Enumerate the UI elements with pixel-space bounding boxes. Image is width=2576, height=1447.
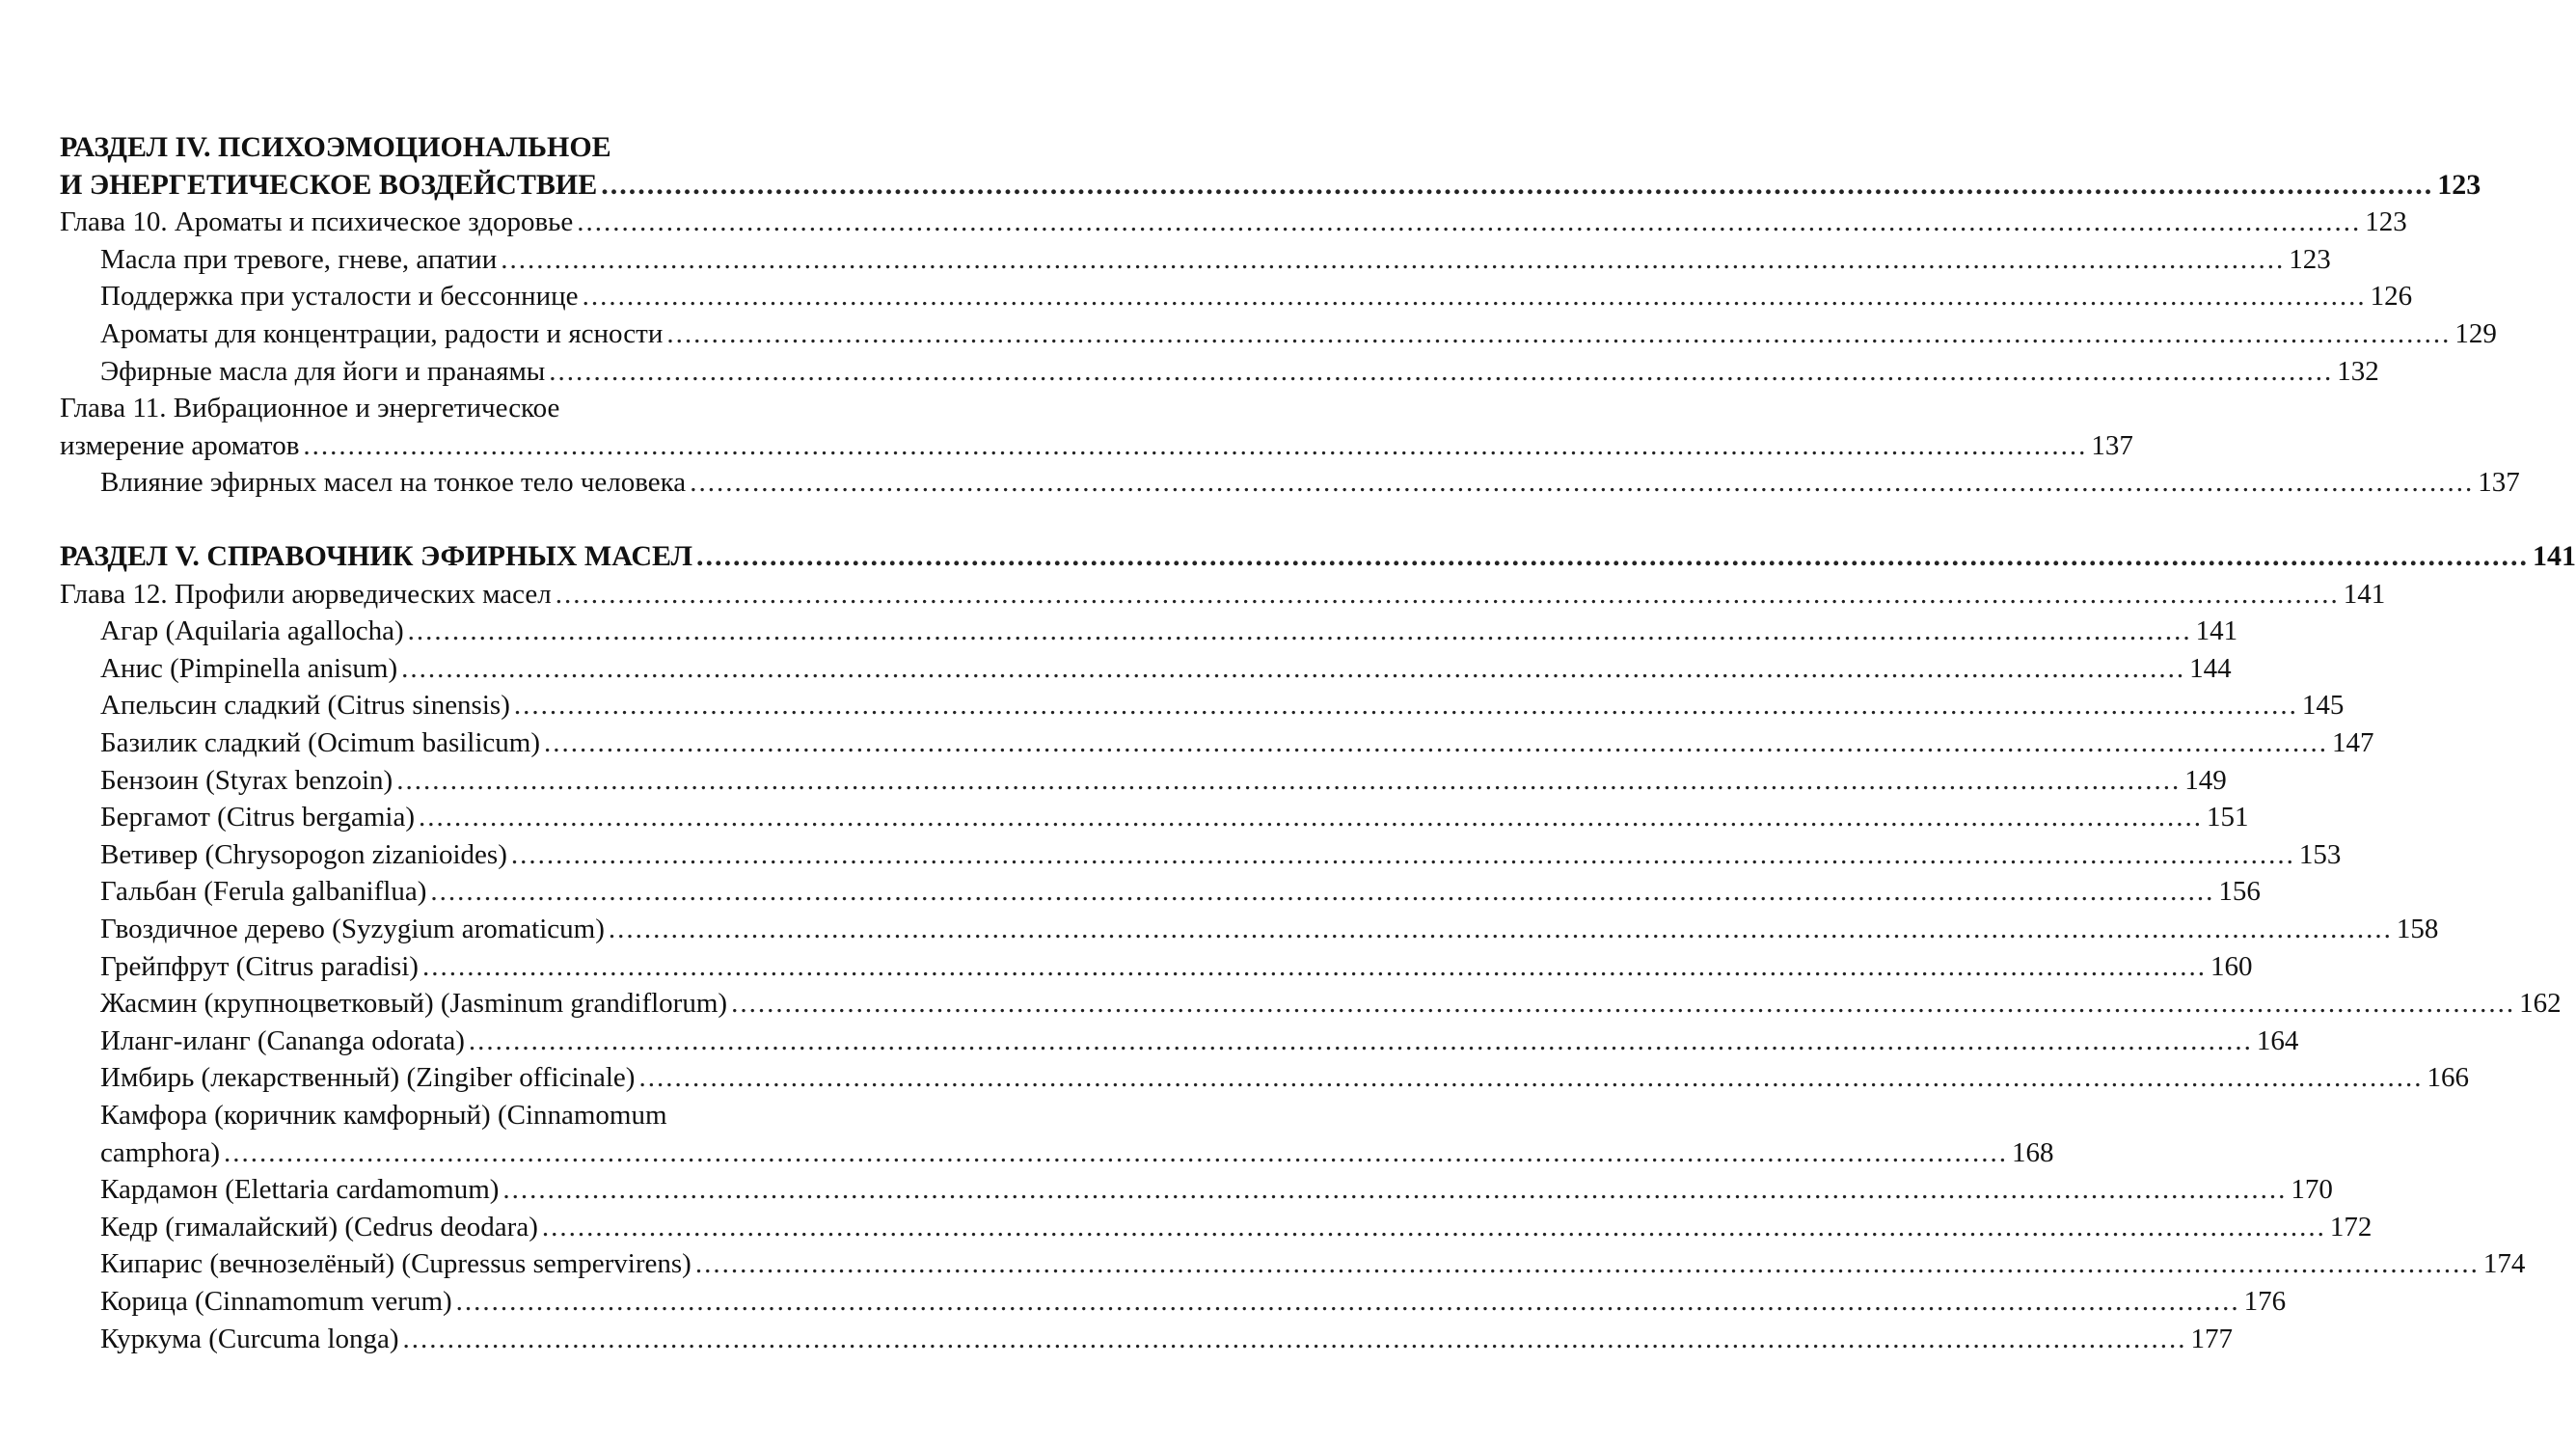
section-title: РАЗДЕЛ IV. ПСИХОЭМОЦИОНАЛЬНОЕ [60,131,611,163]
section-line [60,166,2481,205]
dot-leader: ........................................................................................................................................................................................................ [696,540,2530,572]
dot-leader: ........................................................................................................................................................................................................ [513,690,2298,722]
entry-title: Влияние эфирных масел на тонкое тело человека [100,467,687,499]
entry-title: Кедр (гималайский) (Cedrus deodara) [100,1211,538,1242]
entry-page-number: 170 [2291,1174,2333,1206]
dot-leader: ........................................................................................................................................................................................................ [690,467,2475,499]
dot-leader: ........................................................................................................................................................................................................ [401,652,2186,684]
entry-title: Поддержка при усталости и бессоннице [100,281,579,313]
entry-title: Апельсин сладкий (Citrus sinensis) [100,690,510,722]
entry-page-number: 168 [2012,1136,2054,1168]
entry-page-number: 158 [2396,914,2439,944]
entry-title: Анис (Pimpinella anisum) [100,652,398,684]
section-title: И ЭНЕРГЕТИЧЕСКОЕ ВОЗДЕЙСТВИЕ [60,168,598,201]
dot-leader: ........................................................................................................................................................................................................ [402,1323,2187,1354]
entry-page-number: 160 [2210,950,2253,982]
chapter-line [60,426,2133,465]
dot-leader: ........................................................................................................................................................................................................ [502,1174,2288,1206]
entry-page-number: 137 [2478,467,2520,499]
entry-line [100,277,2413,315]
entry-title: Базилик сладкий (Ocimum basilicum) [100,727,540,758]
entry-line [100,463,2520,502]
entry-page-number: 151 [2207,802,2249,833]
chapter-page-number: 137 [2091,429,2133,461]
chapter-line [60,389,908,427]
entry-title: Имбирь (лекарственный) (Zingiber officinale) [100,1062,636,1094]
dot-leader: ........................................................................................................................................................................................................ [577,206,2362,238]
entry-line [100,1133,2054,1172]
dot-leader: ........................................................................................................................................................................................................ [430,876,2215,908]
entry-page-number: 144 [2189,652,2232,684]
dot-leader: ........................................................................................................................................................................................................ [544,727,2328,758]
section-title: РАЗДЕЛ V. СПРАВОЧНИК ЭФИРНЫХ МАСЕЛ [60,540,693,572]
entry-page-number: 132 [2337,355,2379,387]
section-line [60,537,2576,576]
chapter-title: Глава 10. Ароматы и психическое здоровье [60,206,574,238]
dot-leader: ........................................................................................................................................................................................................ [666,318,2452,349]
entry-line [100,649,2232,688]
entry-line [100,910,2439,948]
dot-leader: ........................................................................................................................................................................................................ [694,1248,2480,1280]
chapter-line [60,203,2407,241]
entry-line [100,984,2562,1023]
dot-leader: ........................................................................................................................................................................................................ [731,988,2516,1020]
entry-page-number: 126 [2370,281,2413,313]
entry-page-number: 145 [2301,690,2345,722]
entry-line [100,798,2249,836]
entry-title: Грейпфрут (Citrus paradisi) [100,950,419,982]
entry-page-number: 129 [2454,318,2497,349]
entry-page-number: 166 [2427,1062,2469,1094]
section-page-number: 123 [2437,168,2481,201]
entry-title: Гвоздичное дерево (Syzygium aromaticum) [100,914,605,944]
dot-leader: ........................................................................................................................................................................................................ [541,1211,2326,1242]
chapter-title: измерение ароматов [60,429,300,461]
entry-title: Агар (Aquilaria agallocha) [100,615,404,647]
entry-line [100,1282,2287,1321]
dot-leader: ........................................................................................................................................................................................................ [555,578,2340,610]
dot-leader: ........................................................................................................................................................................................................ [224,1136,2008,1168]
entry-title: Бензоин (Styrax benzoin) [100,764,393,796]
entry-page-number: 176 [2243,1286,2287,1317]
entry-page-number: 174 [2482,1248,2526,1280]
dot-leader: ........................................................................................................................................................................................................ [582,281,2367,313]
entry-title: Кипарис (вечнозелёный) (Cupressus sempervirens) [100,1248,691,1280]
entry-page-number: 177 [2190,1323,2234,1354]
entry-page-number: 172 [2329,1211,2373,1242]
entry-title: Гальбан (Ferula galbaniflua) [100,876,427,908]
entry-page-number: 123 [2289,243,2331,275]
dot-leader: ........................................................................................................................................................................................................ [468,1024,2253,1056]
entry-line [100,1244,2526,1283]
dot-leader: ........................................................................................................................................................................................................ [601,168,2434,201]
entry-page-number: 156 [2218,876,2261,908]
section-page-number: 141 [2533,540,2576,572]
entry-page-number: 147 [2332,727,2374,758]
dot-leader: ........................................................................................................................................................................................................ [501,243,2286,275]
dot-leader: ........................................................................................................................................................................................................ [421,950,2207,982]
entry-line [100,612,2238,650]
dot-leader: ........................................................................................................................................................................................................ [396,764,2182,796]
chapter-title: Глава 11. Вибрационное и энергетическое [60,393,560,424]
entry-title: Ветивер (Chrysopogon zizanioides) [100,838,507,870]
entry-line [100,1058,2469,1097]
entry-line [100,835,2342,874]
chapter-page-number: 123 [2365,206,2407,238]
entry-line [100,947,2253,986]
dot-leader: ........................................................................................................................................................................................................ [455,1286,2240,1317]
entry-title: Ароматы для концентрации, радости и ясности [100,318,664,349]
entry-title: Бергамот (Citrus bergamia) [100,802,416,833]
entry-title: Масла при тревоге, гневе, апатии [100,243,498,275]
entry-title: Эфирные масла для йоги и пранаямы [100,355,546,387]
entry-line [100,724,2374,762]
entry-page-number: 141 [2195,615,2238,647]
chapter-page-number: 141 [2343,578,2386,610]
entry-line [100,872,2261,911]
entry-page-number: 153 [2298,838,2342,870]
entry-page-number: 162 [2519,988,2562,1020]
dot-leader: ........................................................................................................................................................................................................ [510,838,2295,870]
dot-leader: ........................................................................................................................................................................................................ [419,802,2204,833]
entry-line [100,1208,2373,1246]
entry-line [100,686,2345,724]
entry-line [100,761,2227,800]
dot-leader: ........................................................................................................................................................................................................ [608,914,2393,944]
dot-leader: ........................................................................................................................................................................................................ [407,615,2192,647]
entry-page-number: 149 [2184,764,2227,796]
entry-line [100,352,2379,391]
entry-title: Иланг-иланг (Cananga odorata) [100,1024,465,1056]
entry-line [100,1022,2299,1060]
entry-title: camphora) [100,1136,220,1168]
entry-line [100,314,2497,353]
dot-leader: ........................................................................................................................................................................................................ [549,355,2334,387]
chapter-line [60,575,2386,614]
entry-line [100,240,2331,279]
entry-line [100,1170,2333,1209]
dot-leader: ........................................................................................................................................................................................................ [303,429,2088,461]
entry-line [100,1320,2234,1358]
entry-title: Камфора (коричник камфорный) (Cinnamomum [100,1100,667,1131]
dot-leader: ........................................................................................................................................................................................................ [638,1062,2424,1094]
entry-title: Кардамон (Elettaria cardamomum) [100,1174,500,1206]
section-line [60,128,908,167]
entry-title: Корица (Cinnamomum verum) [100,1286,452,1317]
entry-line [100,1096,908,1134]
entry-page-number: 164 [2256,1024,2299,1056]
entry-title: Куркума (Curcuma longa) [100,1323,399,1354]
chapter-title: Глава 12. Профили аюрведических масел [60,578,552,610]
entry-title: Жасмин (крупноцветковый) (Jasminum grandiflorum) [100,988,728,1020]
